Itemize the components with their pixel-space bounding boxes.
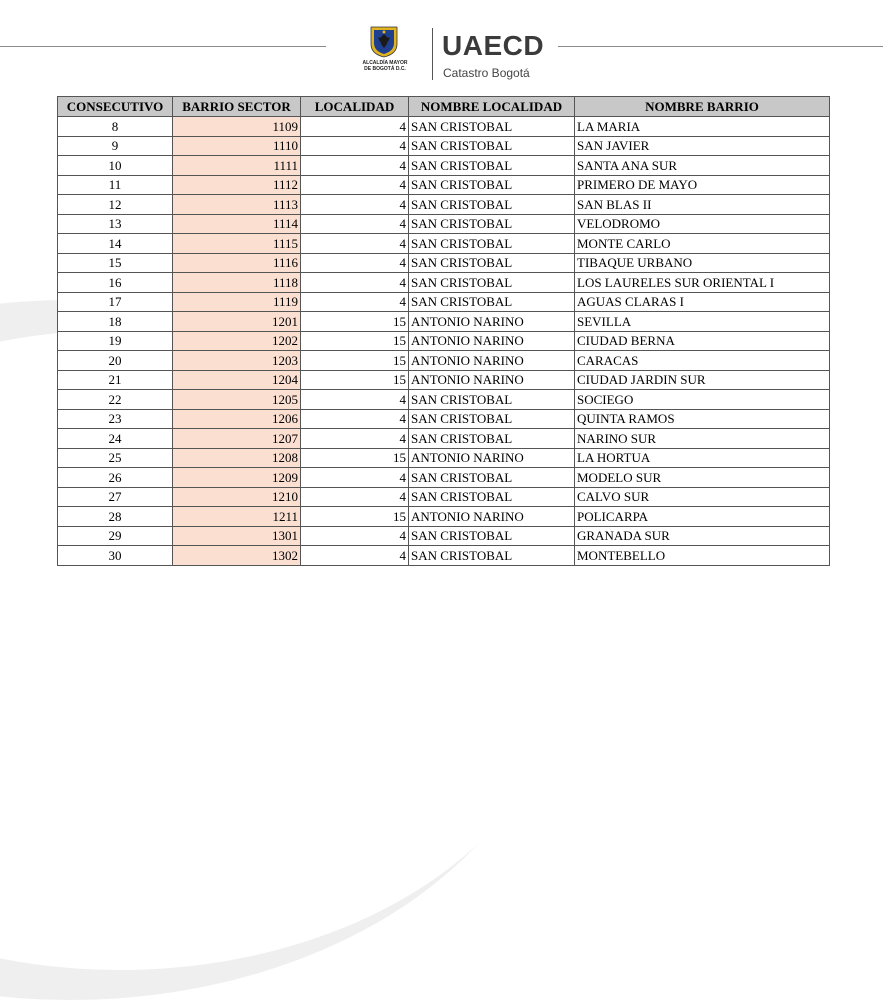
cell-barrio-sector: 1208 xyxy=(173,448,301,468)
cell-localidad: 4 xyxy=(301,273,409,293)
column-header-localidad: LOCALIDAD xyxy=(301,97,409,117)
cell-nombre-localidad: SAN CRISTOBAL xyxy=(409,526,575,546)
cell-nombre-barrio: SEVILLA xyxy=(575,312,830,332)
cell-nombre-localidad: SAN CRISTOBAL xyxy=(409,409,575,429)
cell-nombre-barrio: POLICARPA xyxy=(575,507,830,527)
bogota-shield-icon xyxy=(369,26,399,58)
cell-nombre-localidad: ANTONIO NARINO xyxy=(409,448,575,468)
cell-nombre-barrio: SAN JAVIER xyxy=(575,136,830,156)
cell-barrio-sector: 1116 xyxy=(173,253,301,273)
column-header-barrio-sector: BARRIO SECTOR xyxy=(173,97,301,117)
cell-barrio-sector: 1202 xyxy=(173,331,301,351)
cell-nombre-barrio: MODELO SUR xyxy=(575,468,830,488)
table-row xyxy=(58,292,830,312)
cell-consecutivo: 10 xyxy=(58,156,173,176)
table-row xyxy=(58,234,830,254)
cell-consecutivo: 20 xyxy=(58,351,173,371)
header-rule-left xyxy=(0,46,326,47)
table-row xyxy=(58,136,830,156)
table-row xyxy=(58,390,830,410)
cell-barrio-sector: 1111 xyxy=(173,156,301,176)
cell-nombre-localidad: SAN CRISTOBAL xyxy=(409,136,575,156)
cell-localidad: 4 xyxy=(301,234,409,254)
cell-barrio-sector: 1203 xyxy=(173,351,301,371)
cell-barrio-sector: 1115 xyxy=(173,234,301,254)
cell-nombre-localidad: SAN CRISTOBAL xyxy=(409,292,575,312)
cell-barrio-sector: 1118 xyxy=(173,273,301,293)
cell-barrio-sector: 1301 xyxy=(173,526,301,546)
cell-barrio-sector: 1209 xyxy=(173,468,301,488)
cell-consecutivo: 22 xyxy=(58,390,173,410)
cell-nombre-barrio: LA HORTUA xyxy=(575,448,830,468)
cell-nombre-barrio: AGUAS CLARAS I xyxy=(575,292,830,312)
cell-nombre-barrio: VELODROMO xyxy=(575,214,830,234)
cell-barrio-sector: 1114 xyxy=(173,214,301,234)
cell-consecutivo: 17 xyxy=(58,292,173,312)
cell-nombre-localidad: SAN CRISTOBAL xyxy=(409,468,575,488)
table-row xyxy=(58,448,830,468)
cell-localidad: 4 xyxy=(301,487,409,507)
table-row xyxy=(58,156,830,176)
brand-title: UAECD xyxy=(442,30,545,61)
table-row xyxy=(58,273,830,293)
cell-localidad: 4 xyxy=(301,175,409,195)
uaecd-logo xyxy=(357,24,545,84)
cell-localidad: 4 xyxy=(301,195,409,215)
table-row xyxy=(58,468,830,488)
cell-consecutivo: 24 xyxy=(58,429,173,449)
cell-consecutivo: 12 xyxy=(58,195,173,215)
alcaldia-line-2: DE BOGOTÁ D.C. xyxy=(364,66,406,72)
table-row xyxy=(58,546,830,566)
cell-nombre-barrio: CARACAS xyxy=(575,351,830,371)
cell-nombre-localidad: ANTONIO NARINO xyxy=(409,351,575,371)
cell-nombre-barrio: SAN BLAS II xyxy=(575,195,830,215)
header-rule-right xyxy=(558,46,883,47)
column-header-nombre-localidad: NOMBRE LOCALIDAD xyxy=(409,97,575,117)
cell-barrio-sector: 1113 xyxy=(173,195,301,215)
cell-localidad: 15 xyxy=(301,351,409,371)
cell-nombre-localidad: SAN CRISTOBAL xyxy=(409,214,575,234)
cell-nombre-barrio: CIUDAD BERNA xyxy=(575,331,830,351)
table-row xyxy=(58,195,830,215)
table-row xyxy=(58,409,830,429)
cell-consecutivo: 30 xyxy=(58,546,173,566)
cell-nombre-localidad: SAN CRISTOBAL xyxy=(409,175,575,195)
cell-barrio-sector: 1302 xyxy=(173,546,301,566)
cell-localidad: 15 xyxy=(301,370,409,390)
table-row xyxy=(58,331,830,351)
cell-nombre-localidad: ANTONIO NARINO xyxy=(409,331,575,351)
cell-localidad: 4 xyxy=(301,409,409,429)
cell-consecutivo: 9 xyxy=(58,136,173,156)
cell-barrio-sector: 1206 xyxy=(173,409,301,429)
cell-localidad: 4 xyxy=(301,117,409,137)
cell-localidad: 15 xyxy=(301,312,409,332)
cell-nombre-localidad: SAN CRISTOBAL xyxy=(409,253,575,273)
cell-nombre-localidad: SAN CRISTOBAL xyxy=(409,195,575,215)
cell-localidad: 4 xyxy=(301,526,409,546)
cell-nombre-localidad: SAN CRISTOBAL xyxy=(409,429,575,449)
cell-barrio-sector: 1119 xyxy=(173,292,301,312)
cell-barrio-sector: 1211 xyxy=(173,507,301,527)
cell-nombre-localidad: ANTONIO NARINO xyxy=(409,312,575,332)
cell-consecutivo: 27 xyxy=(58,487,173,507)
cell-barrio-sector: 1110 xyxy=(173,136,301,156)
cell-consecutivo: 23 xyxy=(58,409,173,429)
cell-nombre-barrio: QUINTA RAMOS xyxy=(575,409,830,429)
column-header-consecutivo: CONSECUTIVO xyxy=(58,97,173,117)
table-row xyxy=(58,487,830,507)
cell-localidad: 15 xyxy=(301,448,409,468)
cell-nombre-localidad: SAN CRISTOBAL xyxy=(409,273,575,293)
cell-nombre-barrio: LOS LAURELES SUR ORIENTAL I xyxy=(575,273,830,293)
logo-separator xyxy=(432,28,433,80)
cell-consecutivo: 14 xyxy=(58,234,173,254)
cell-nombre-barrio: SANTA ANA SUR xyxy=(575,156,830,176)
cell-consecutivo: 15 xyxy=(58,253,173,273)
cell-nombre-barrio: NARINO SUR xyxy=(575,429,830,449)
table-body xyxy=(58,117,830,566)
cell-consecutivo: 29 xyxy=(58,526,173,546)
cell-nombre-barrio: LA MARIA xyxy=(575,117,830,137)
table-row xyxy=(58,312,830,332)
cell-barrio-sector: 1112 xyxy=(173,175,301,195)
cell-nombre-localidad: SAN CRISTOBAL xyxy=(409,117,575,137)
cell-consecutivo: 25 xyxy=(58,448,173,468)
cell-barrio-sector: 1205 xyxy=(173,390,301,410)
cell-localidad: 4 xyxy=(301,429,409,449)
cell-localidad: 4 xyxy=(301,546,409,566)
cell-consecutivo: 13 xyxy=(58,214,173,234)
cell-nombre-barrio: GRANADA SUR xyxy=(575,526,830,546)
cell-consecutivo: 11 xyxy=(58,175,173,195)
cell-consecutivo: 19 xyxy=(58,331,173,351)
cell-barrio-sector: 1204 xyxy=(173,370,301,390)
cell-barrio-sector: 1109 xyxy=(173,117,301,137)
cell-nombre-localidad: SAN CRISTOBAL xyxy=(409,487,575,507)
cell-consecutivo: 8 xyxy=(58,117,173,137)
barrios-table xyxy=(57,96,830,566)
cell-barrio-sector: 1201 xyxy=(173,312,301,332)
page-header xyxy=(0,0,883,95)
cell-consecutivo: 21 xyxy=(58,370,173,390)
cell-barrio-sector: 1207 xyxy=(173,429,301,449)
cell-consecutivo: 16 xyxy=(58,273,173,293)
cell-nombre-barrio: CIUDAD JARDIN SUR xyxy=(575,370,830,390)
cell-nombre-localidad: SAN CRISTOBAL xyxy=(409,546,575,566)
cell-consecutivo: 18 xyxy=(58,312,173,332)
table-row xyxy=(58,117,830,137)
table-row xyxy=(58,214,830,234)
table-row xyxy=(58,526,830,546)
cell-nombre-localidad: ANTONIO NARINO xyxy=(409,507,575,527)
cell-consecutivo: 26 xyxy=(58,468,173,488)
cell-localidad: 4 xyxy=(301,156,409,176)
cell-nombre-localidad: SAN CRISTOBAL xyxy=(409,390,575,410)
cell-nombre-barrio: SOCIEGO xyxy=(575,390,830,410)
alcaldia-caption xyxy=(357,60,413,72)
cell-nombre-barrio: PRIMERO DE MAYO xyxy=(575,175,830,195)
cell-nombre-localidad: SAN CRISTOBAL xyxy=(409,234,575,254)
table-row xyxy=(58,507,830,527)
cell-localidad: 15 xyxy=(301,507,409,527)
brand-subtitle: Catastro Bogotá xyxy=(443,66,530,80)
table-row xyxy=(58,351,830,371)
table-row xyxy=(58,253,830,273)
cell-localidad: 15 xyxy=(301,331,409,351)
column-header-nombre-barrio: NOMBRE BARRIO xyxy=(575,97,830,117)
cell-localidad: 4 xyxy=(301,253,409,273)
table-header-row xyxy=(58,97,830,117)
cell-localidad: 4 xyxy=(301,214,409,234)
table-row xyxy=(58,370,830,390)
cell-nombre-localidad: ANTONIO NARINO xyxy=(409,370,575,390)
table-row xyxy=(58,175,830,195)
cell-barrio-sector: 1210 xyxy=(173,487,301,507)
cell-localidad: 4 xyxy=(301,390,409,410)
cell-nombre-barrio: MONTE CARLO xyxy=(575,234,830,254)
cell-localidad: 4 xyxy=(301,292,409,312)
cell-nombre-barrio: CALVO SUR xyxy=(575,487,830,507)
table-row xyxy=(58,429,830,449)
cell-nombre-barrio: MONTEBELLO xyxy=(575,546,830,566)
cell-localidad: 4 xyxy=(301,468,409,488)
cell-nombre-barrio: TIBAQUE URBANO xyxy=(575,253,830,273)
alcaldia-line-1: ALCALDÍA MAYOR xyxy=(362,60,408,66)
cell-localidad: 4 xyxy=(301,136,409,156)
cell-consecutivo: 28 xyxy=(58,507,173,527)
cell-nombre-localidad: SAN CRISTOBAL xyxy=(409,156,575,176)
